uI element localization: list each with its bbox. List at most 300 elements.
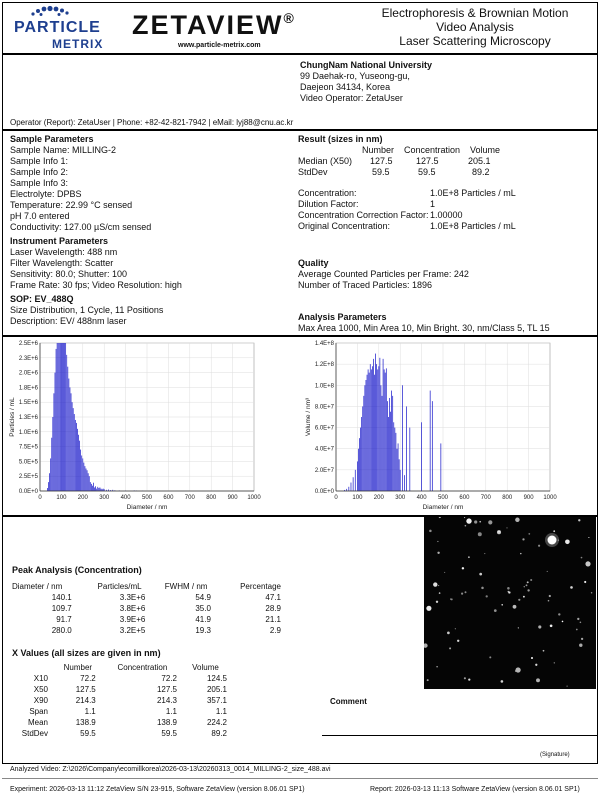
x-cell: 59.5 [80, 729, 96, 738]
histogram-bar [376, 364, 377, 491]
particle-spot [436, 601, 438, 603]
particle-spot [455, 628, 456, 629]
x-tick-label: 0 [38, 495, 42, 501]
result-value: 205.1 [468, 156, 491, 166]
y-tick-label: 1.3E+6 [18, 415, 38, 421]
particle-spot [526, 584, 528, 586]
particle-spot [433, 582, 437, 586]
particle-spot [507, 587, 510, 590]
histogram-bar [54, 393, 55, 491]
histogram-bar [373, 359, 374, 491]
particle-spot [550, 624, 553, 627]
particle-spot [468, 556, 470, 558]
histogram-bar [72, 402, 73, 491]
comment-label: Comment [330, 697, 367, 706]
peak-cell: 35.0 [195, 604, 211, 613]
particle-spot [429, 530, 432, 533]
histogram-bar [399, 459, 400, 491]
peak-cell: 2.9 [269, 626, 281, 635]
traced-particles: Number of Traced Particles: 1896 [298, 280, 433, 290]
peak-col-percentage: Percentage [240, 582, 281, 591]
x-row-label: X50 [33, 685, 48, 694]
result-row-label: StdDev [298, 167, 328, 177]
histogram-bar [362, 406, 363, 491]
histogram-bar [392, 396, 393, 491]
address-line-1: 99 Daehak-ro, Yuseong-gu, [300, 71, 410, 81]
histogram-bar [406, 406, 407, 491]
table-row [12, 625, 282, 636]
y-tick-label: 7.5E+5 [18, 444, 38, 451]
particle-spot [520, 553, 521, 554]
histogram-bar [363, 396, 364, 491]
histogram-bar [375, 354, 376, 491]
particle-spot [523, 596, 525, 598]
x-tick-label: 1000 [247, 495, 261, 501]
title-line-2: Video Analysis [436, 20, 514, 34]
x-tick-label: 900 [227, 495, 238, 501]
histogram-bar [93, 483, 94, 491]
particle-spot [488, 520, 492, 524]
param-label: Concentration: [298, 188, 357, 198]
particle-spot [466, 518, 471, 523]
microscope-background [424, 517, 596, 689]
y-tick-label: 2.0E+7 [314, 467, 334, 474]
y-tick-label: 0.0E+0 [314, 489, 334, 495]
x-cell: 138.9 [75, 718, 96, 727]
particle-spot [508, 591, 510, 593]
histogram-bar [81, 455, 82, 491]
histogram-bar [365, 385, 366, 491]
sample-parameters-heading: Sample Parameters [10, 134, 94, 144]
sample-info-3: Sample Info 3: [10, 178, 69, 188]
x-cell: 127.5 [156, 685, 177, 694]
histogram-bar [377, 369, 378, 491]
particle-spot [479, 521, 481, 523]
x-tick-label: 0 [334, 495, 338, 501]
x-row-label: X10 [33, 674, 48, 683]
histogram-bar [391, 391, 392, 491]
particle-spot [506, 527, 507, 528]
particle-spot [558, 613, 560, 615]
x-cell: 89.2 [211, 729, 227, 738]
signature-line [322, 735, 598, 736]
histogram-bar [366, 380, 367, 491]
histogram-bar [57, 343, 58, 491]
table-row [12, 614, 282, 625]
peak-cell: 3.2E+5 [119, 626, 146, 635]
particle-spot [531, 657, 533, 659]
histogram-bar [96, 489, 97, 491]
particle-spot [584, 581, 586, 583]
particle-spot [578, 519, 580, 521]
histogram-bar [91, 484, 92, 491]
histogram-bar [441, 443, 442, 491]
peak-analysis [12, 565, 282, 636]
histogram-bar [75, 420, 76, 491]
peak-col-diameter: Diameter / nm [12, 581, 63, 591]
particle-spot [439, 592, 441, 594]
peak-cell: 54.9 [195, 593, 211, 602]
title-line-1: Electrophoresis & Brownian Motion [381, 6, 569, 20]
particle-spot [457, 640, 459, 642]
x-tick-label: 400 [120, 495, 131, 501]
table-row [12, 684, 228, 695]
particle-spot [538, 625, 541, 628]
histogram-bar [55, 373, 56, 491]
particle-spot [527, 589, 529, 591]
histogram-bar [78, 435, 79, 491]
histogram-bar [360, 428, 361, 491]
histogram-bar [374, 375, 375, 491]
header-title [360, 6, 590, 48]
x-cell: 357.1 [206, 696, 227, 705]
histogram-bar [77, 429, 78, 491]
histogram-bar [47, 488, 48, 491]
histogram-bar [400, 470, 401, 491]
histogram-bar [88, 473, 89, 491]
particle-spot [543, 650, 545, 652]
histogram-bar [50, 458, 51, 491]
x-col-concentration: Concentration [117, 663, 168, 672]
analysis-parameters-line: Max Area 1000, Min Area 10, Min Bright. 30, nm/Class 5, TL 15 [298, 323, 550, 333]
conductivity: Conductivity: 127.00 µS/cm sensed [10, 222, 152, 232]
y-axis-label: Volume / nm³ [305, 397, 312, 437]
result-row-stddev [298, 167, 594, 178]
peak-cell: 3.3E+6 [119, 593, 146, 602]
y-tick-label: 6.0E+7 [314, 425, 334, 432]
table-row [12, 603, 282, 614]
particle-spot [478, 532, 482, 536]
y-tick-label: 2.5E+6 [18, 341, 38, 347]
table-row [12, 717, 228, 728]
particle-spot [581, 557, 583, 559]
histogram-bar [388, 417, 389, 491]
particle-spot [535, 664, 537, 666]
histogram-bar [402, 385, 403, 491]
particle-spot [447, 632, 450, 635]
institution: ChungNam National University [300, 60, 433, 70]
table-row [12, 728, 228, 739]
product-title: ZETAVIEW [132, 10, 284, 40]
particle-spot [426, 606, 431, 611]
peak-cell: 140.1 [51, 593, 72, 602]
particle-spot [522, 538, 524, 540]
histogram-bar [51, 438, 52, 491]
y-tick-label: 4.0E+7 [314, 446, 334, 453]
histogram-bar [89, 476, 90, 491]
histogram-bar [358, 449, 359, 491]
analyzed-video: Analyzed Video: Z:\2026\Company\ecomillkorea\2026-03-13\20260313_0014_MILLING-2_size_488.avi [10, 766, 331, 773]
histogram-bar [393, 422, 394, 491]
x-tick-label: 1000 [543, 495, 557, 501]
sensitivity-shutter: Sensitivity: 80.0; Shutter: 100 [10, 269, 128, 279]
peak-cell: 41.9 [195, 615, 211, 624]
histogram-bar [73, 408, 74, 491]
histogram-bar [58, 343, 59, 491]
x-tick-label: 100 [56, 495, 67, 501]
histogram-bar [385, 373, 386, 491]
particle-spot [579, 643, 582, 646]
param-concentration [298, 188, 594, 199]
instrument-parameters-heading: Instrument Parameters [10, 236, 109, 246]
bright-particle [548, 536, 557, 545]
y-tick-label: 1.0E+6 [18, 429, 38, 436]
histogram-bar [74, 414, 75, 491]
analysis-parameters [298, 312, 550, 334]
particle-spot [462, 567, 464, 569]
peak-cell: 280.0 [51, 626, 72, 635]
x-cell: 124.5 [206, 674, 227, 683]
x-cell: 127.5 [75, 685, 96, 694]
particle-spot [581, 638, 583, 640]
particle-spot [536, 678, 540, 682]
histogram-bar [60, 343, 61, 491]
peak-analysis-heading: Peak Analysis (Concentration) [12, 565, 142, 575]
y-tick-label: 1.5E+6 [18, 400, 38, 407]
x-tick-label: 800 [502, 495, 513, 501]
result-section [298, 134, 594, 232]
x-row-label: Mean [27, 718, 48, 727]
x-tick-label: 500 [141, 495, 153, 501]
sample-info-2: Sample Info 2: [10, 167, 69, 177]
particle-spot [498, 531, 500, 533]
x-cell: 224.2 [206, 718, 227, 727]
avg-particles: Average Counted Particles per Frame: 242 [298, 269, 469, 279]
particle-spot [481, 587, 484, 590]
particle-spot [479, 573, 482, 576]
y-axis-label: Particles / mL [9, 397, 16, 437]
particle-spot [437, 552, 439, 554]
result-row-median [298, 156, 594, 167]
result-value: 89.2 [472, 167, 490, 177]
histogram-bar [94, 487, 95, 491]
particle-spot [524, 586, 525, 587]
peak-cell: 28.9 [265, 604, 281, 613]
particle-spot [449, 647, 451, 649]
registered-mark: ® [283, 10, 296, 26]
histogram-bar [99, 488, 100, 491]
result-value: 127.5 [416, 156, 439, 166]
particle-spot [554, 662, 555, 663]
particle-spot [547, 571, 548, 572]
histogram-bar [355, 470, 356, 491]
x-tick-label: 800 [206, 495, 217, 501]
logo-line1: PARTICLE [14, 19, 101, 36]
histogram-bar [395, 428, 396, 491]
particle-spot [527, 581, 529, 583]
microscope-image [424, 517, 596, 689]
histogram-bar [421, 422, 422, 491]
histogram-bar [67, 367, 68, 491]
operator-line: Operator (Report): ZetaUser | Phone: +82-42-821-7942 | eMail: lyj88@cnu.ac.kr [10, 118, 294, 127]
histogram-bar [69, 379, 70, 491]
histogram-bar [378, 366, 379, 491]
histogram-bar [101, 489, 102, 491]
particle-spot [436, 666, 437, 667]
address-line-2: Daejeon 34134, Korea [300, 82, 391, 92]
table-row [12, 706, 228, 717]
y-tick-label: 0.0E+0 [18, 489, 38, 495]
histogram-bar [100, 487, 101, 491]
peak-cell: 3.9E+6 [119, 615, 146, 624]
param-value: 1.00000 [430, 210, 463, 220]
x-cell: 205.1 [206, 685, 227, 694]
particle-spot [515, 667, 520, 672]
particle-spot [528, 533, 530, 535]
x-values [12, 648, 242, 739]
peak-col-particles: Particles/mL [97, 582, 142, 591]
param-label: Concentration Correction Factor: [298, 210, 429, 220]
x-cell: 72.2 [161, 674, 177, 683]
particle-spot [591, 592, 593, 594]
quality-heading: Quality [298, 258, 329, 268]
y-tick-label: 1.0E+8 [314, 383, 334, 390]
analysis-parameters-heading: Analysis Parameters [298, 312, 387, 322]
histogram-bar [71, 393, 72, 491]
website: www.particle-metrix.com [178, 42, 261, 49]
histogram-bar [86, 469, 87, 491]
particle-spot [553, 530, 555, 532]
histogram-bar [361, 417, 362, 491]
footer-experiment: Experiment: 2026-03-13 11:12 ZetaView S/N 23-915, Software ZetaView (version 8.06.01 SP1) [10, 786, 305, 793]
particle-spot [585, 561, 590, 566]
histogram-bar [353, 477, 354, 491]
ph: pH 7.0 entered [10, 211, 70, 221]
y-tick-label: 1.4E+8 [314, 341, 334, 347]
particle-spot [566, 685, 567, 686]
histogram-bar [359, 438, 360, 491]
histogram-bar [65, 343, 66, 491]
y-tick-label: 1.8E+6 [18, 385, 38, 392]
particle-spot [464, 517, 465, 518]
title-line-3: Laser Scattering Microscopy [399, 34, 551, 48]
histogram-bar [382, 396, 383, 491]
particle-spot [450, 599, 451, 600]
x-col-volume: Volume [192, 663, 219, 672]
x-values-heading: X Values (all sizes are given in nm) [12, 648, 161, 658]
histogram-bar [351, 483, 352, 491]
particle-spot [465, 525, 467, 527]
particle-spot [464, 677, 466, 679]
x-cell: 214.3 [75, 696, 96, 705]
x-row-label: Span [29, 707, 48, 716]
x-col-label [12, 662, 54, 673]
y-tick-label: 2.5E+5 [18, 474, 38, 481]
x-tick-label: 300 [99, 495, 110, 501]
x-cell: 72.2 [80, 674, 96, 683]
address-block [300, 60, 432, 104]
x-tick-label: 500 [437, 495, 449, 501]
particle-spot [548, 600, 550, 602]
histogram-bar [384, 369, 385, 491]
histogram-bar [59, 343, 60, 491]
x-tick-label: 200 [373, 495, 384, 501]
x-row-label: X90 [33, 696, 48, 705]
video-operator: Video Operator: ZetaUser [300, 93, 403, 103]
x-cell: 1.1 [165, 707, 177, 716]
peak-cell: 109.7 [51, 604, 72, 613]
x-tick-label: 600 [459, 495, 470, 501]
histogram-bar [52, 417, 53, 491]
sample-parameters [10, 134, 290, 327]
param-label: Dilution Factor: [298, 199, 359, 209]
param-value: 1.0E+8 Particles / mL [430, 221, 516, 231]
particle-spot [437, 541, 438, 542]
histogram-bar [367, 375, 368, 491]
x-tick-label: 300 [395, 495, 406, 501]
particle-spot [518, 627, 519, 628]
logo-line2: METRIX [52, 37, 104, 51]
x-cell: 138.9 [156, 718, 177, 727]
histogram-bar [357, 461, 358, 491]
result-col-concentration: Concentration [404, 145, 461, 155]
histogram-bar [404, 475, 405, 491]
histogram-bar [383, 359, 384, 491]
particle-spot [577, 618, 579, 620]
histogram-bar [56, 349, 57, 491]
signature-label: (Signature) [540, 752, 570, 758]
concentration-histogram [4, 338, 294, 514]
peak-cell: 19.3 [195, 626, 211, 635]
x-cell: 214.3 [156, 696, 177, 705]
temperature: Temperature: 22.99 °C sensed [10, 200, 133, 210]
volume-histogram [300, 338, 594, 514]
y-tick-label: 1.2E+8 [314, 362, 334, 369]
particle-spot [576, 629, 578, 631]
histogram-bar [85, 466, 86, 491]
param-correction [298, 210, 594, 221]
result-value: 59.5 [372, 167, 390, 177]
result-heading: Result (sizes in nm) [298, 134, 383, 144]
histogram-bar [62, 343, 63, 491]
peak-cell: 3.8E+6 [119, 604, 146, 613]
histogram-bar [432, 401, 433, 491]
particle-spot [465, 591, 467, 593]
particle-spot [565, 539, 570, 544]
histogram-bar [389, 398, 390, 491]
x-values-table [12, 662, 228, 739]
footer-rule [2, 778, 598, 779]
particle-spot [489, 656, 491, 658]
histogram-bar [64, 343, 65, 491]
electrolyte: Electrolyte: DPBS [10, 189, 82, 199]
x-tick-label: 900 [523, 495, 534, 501]
histogram-bar [387, 401, 388, 491]
histogram-bar [82, 458, 83, 491]
param-value: 1 [430, 199, 436, 209]
histogram-bar [371, 369, 372, 491]
table-row [12, 673, 228, 684]
particle-spot [474, 520, 477, 523]
result-value: 127.5 [370, 156, 393, 166]
x-cell: 59.5 [161, 729, 177, 738]
x-axis-label: Diameter / nm [126, 504, 168, 511]
x-tick-label: 100 [352, 495, 363, 501]
particle-spot [461, 593, 463, 595]
histogram-bar [95, 486, 96, 491]
particle-spot [549, 595, 551, 597]
filter-wavelength: Filter Wavelength: Scatter [10, 258, 114, 268]
particle-spot [427, 679, 429, 681]
histogram-bar [380, 358, 381, 491]
peak-cell: 47.1 [265, 593, 281, 602]
particle-spot [513, 605, 517, 609]
y-tick-label: 2.3E+6 [18, 355, 38, 362]
peak-col-fwhm: FWHM / nm [164, 582, 208, 591]
sample-info-1: Sample Info 1: [10, 156, 69, 166]
x-cell: 1.1 [84, 707, 96, 716]
particle-spot [494, 609, 497, 612]
